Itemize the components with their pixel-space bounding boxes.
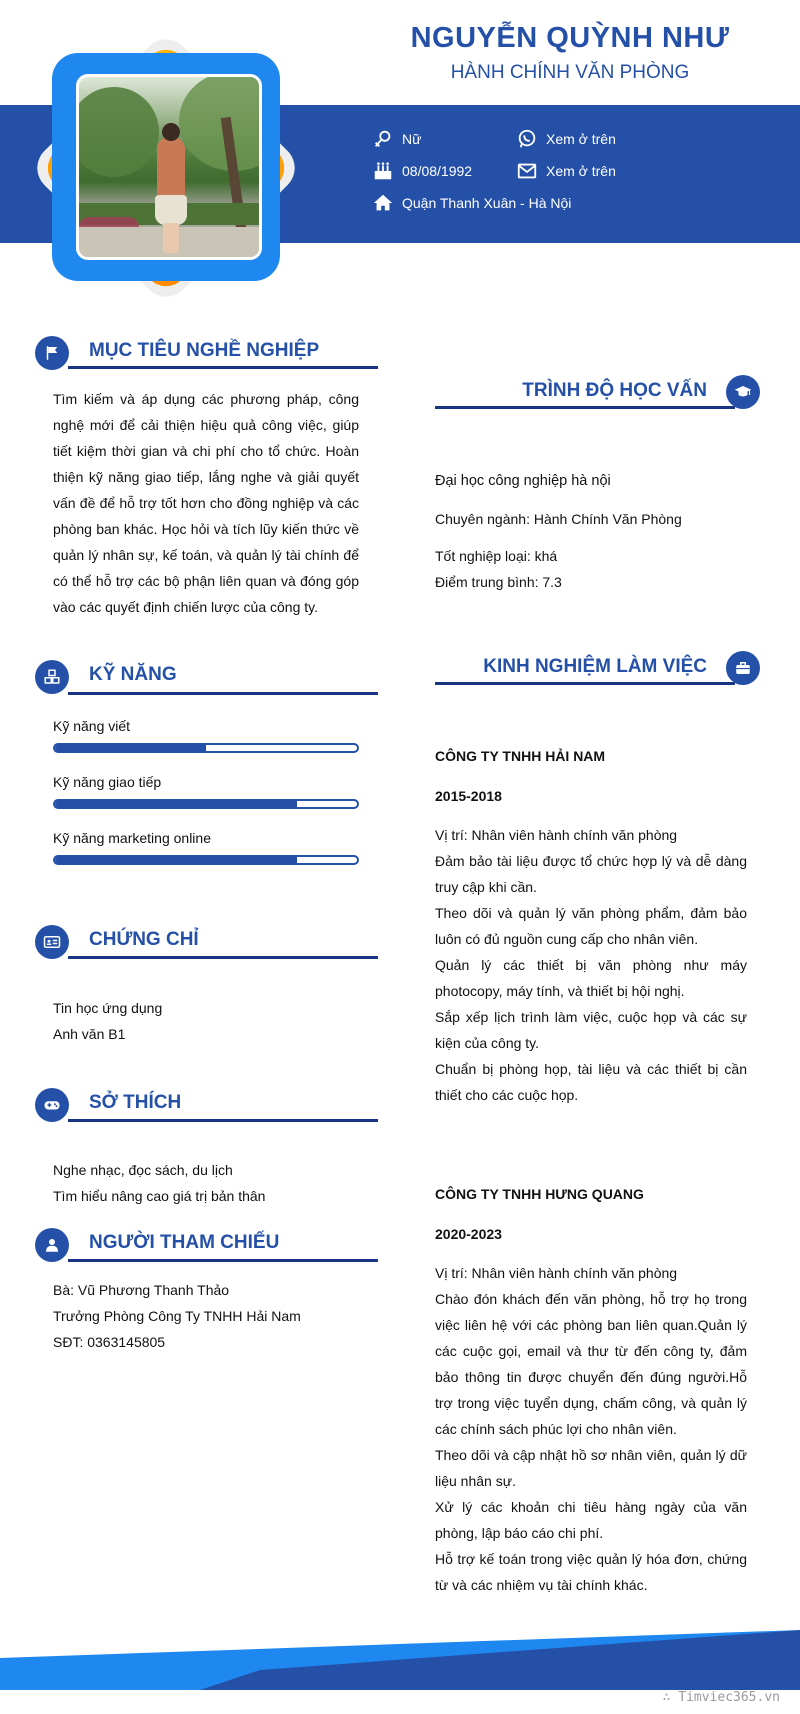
reference-item: SĐT: 0363145805 [53, 1334, 166, 1350]
education-major: Chuyên ngành: Hành Chính Văn Phòng [435, 511, 682, 527]
hobbies-title: SỞ THÍCH [89, 1092, 182, 1113]
experience-title: KINH NGHIỆM LÀM VIỆC [483, 656, 707, 677]
objective-text: Tìm kiếm và áp dụng các phương pháp, công nghệ mới để cải thiện hiệu quả công việc, giúp tiết kiệm thời gian và chi phí cho tổ chức. Hoàn thiện kỹ năng giao tiếp, lắng nghe và giải quyết vấn đề để hỗ trợ tốt hơn cho đồng nghiệp và các phòng ban khác. Học hỏi và tích lũy kiến thức về quản lý nhân sự, kế toán, và quản lý tài chính để có thể hỗ trợ các bộ phận liên quan và đóng góp vào các quyết định chiến lược của công ty. [53, 391, 359, 615]
footer-decoration [0, 1630, 800, 1690]
contact-address: Quận Thanh Xuân - Hà Nội [372, 192, 571, 214]
job-company: CÔNG TY TNHH HẢI NAM [435, 748, 606, 764]
flag-icon [35, 336, 69, 370]
contact-email: Xem ở trên [516, 160, 616, 182]
certificate-item: Tin học ứng dụng [53, 1000, 163, 1016]
job-position: Vị trí: Nhân viên hành chính văn phòng [435, 827, 678, 843]
skill-bar [53, 799, 359, 809]
contact-birthday: 08/08/1992 [372, 160, 472, 182]
job-duty: Sắp xếp lịch trình làm việc, cuộc họp và các sự kiện của công ty. [435, 1009, 747, 1051]
id-card-icon [35, 925, 69, 959]
job-duty: Hỗ trợ kế toán trong việc quản lý hóa đơn, chứng từ và các nhiệm vụ tài chính khác. [435, 1551, 747, 1593]
job-duty: Theo dõi và quản lý văn phòng phẩm, đảm bảo luôn có đủ nguồn cung cấp cho nhân viên. [435, 905, 747, 947]
job-duty: Theo dõi và cập nhật hồ sơ nhân viên, quản lý dữ liệu nhân sự. [435, 1447, 747, 1489]
user-icon [35, 1228, 69, 1262]
reference-item: Bà: Vũ Phương Thanh Thảo [53, 1282, 230, 1298]
home-icon [372, 192, 394, 214]
job-duty: Chào đón khách đến văn phòng, hỗ trợ họ trong việc liên hệ với các phòng ban liên quan.Quản lý các cuộc gọi, email và thư từ đến công ty, đảm bảo thông tin được chuyển đến đúng người.Hỗ trợ trong việc tuyển dụng, chấm công, và quản lý các chính sách phúc lợi cho nhân viên. [435, 1291, 747, 1437]
skill-label: Kỹ năng marketing online [53, 830, 211, 846]
briefcase-icon [726, 651, 760, 685]
certificate-item: Anh văn B1 [53, 1026, 126, 1042]
watermark: ∴ Timviec365.vn [662, 1690, 780, 1705]
job-period: 2015-2018 [435, 788, 502, 804]
job-duty: Xử lý các khoản chi tiêu hàng ngày của văn phòng, lập báo cáo chi phí. [435, 1499, 747, 1541]
whatsapp-icon [516, 128, 538, 150]
job-position: Vị trí: Nhân viên hành chính văn phòng [435, 1265, 678, 1281]
cubes-icon [35, 660, 69, 694]
job-company: CÔNG TY TNHH HƯNG QUANG [435, 1186, 644, 1202]
contact-phone: Xem ở trên [516, 128, 616, 150]
skill-label: Kỹ năng giao tiếp [53, 774, 162, 790]
envelope-icon [516, 160, 538, 182]
skill-bar [53, 855, 359, 865]
birthday-cake-icon [372, 160, 394, 182]
certificates-title: CHỨNG CHỈ [89, 929, 199, 950]
contact-gender: Nữ [372, 128, 421, 150]
candidate-job-title: HÀNH CHÍNH VĂN PHÒNG [450, 62, 690, 83]
job-duty: Đảm bảo tài liệu được tổ chức hợp lý và dễ dàng truy cập khi cần. [435, 853, 747, 895]
avatar-frame [24, 26, 308, 310]
hobby-item: Nghe nhạc, đọc sách, du lịch [53, 1162, 233, 1178]
education-grade: Tốt nghiệp loại: khá [435, 548, 558, 564]
job-period: 2020-2023 [435, 1226, 502, 1242]
gamepad-icon [35, 1088, 69, 1122]
skill-bar [53, 743, 359, 753]
job-duty: Chuẩn bị phòng họp, tài liệu và các thiết bị cần thiết cho các cuộc họp. [435, 1061, 747, 1103]
education-gpa: Điểm trung bình: 7.3 [435, 574, 562, 590]
education-school: Đại học công nghiệp hà nội [435, 473, 611, 489]
references-title: NGƯỜI THAM CHIẾU [89, 1232, 280, 1253]
hobby-item: Tìm hiểu nâng cao giá trị bản thân [53, 1188, 266, 1204]
education-title: TRÌNH ĐỘ HỌC VẤN [522, 380, 707, 401]
avatar-photo [76, 74, 262, 260]
reference-item: Trưởng Phòng Công Ty TNHH Hải Nam [53, 1308, 301, 1324]
candidate-name: NGUYỄN QUỲNH NHƯ [410, 22, 730, 54]
skill-label: Kỹ năng viết [53, 718, 131, 734]
skills-title: KỸ NĂNG [89, 664, 177, 685]
objective-title: MỤC TIÊU NGHỀ NGHIỆP [89, 340, 320, 361]
gender-icon [372, 128, 394, 150]
job-duty: Quản lý các thiết bị văn phòng như máy photocopy, máy tính, và thiết bị hội nghị. [435, 957, 747, 999]
graduation-cap-icon [726, 375, 760, 409]
